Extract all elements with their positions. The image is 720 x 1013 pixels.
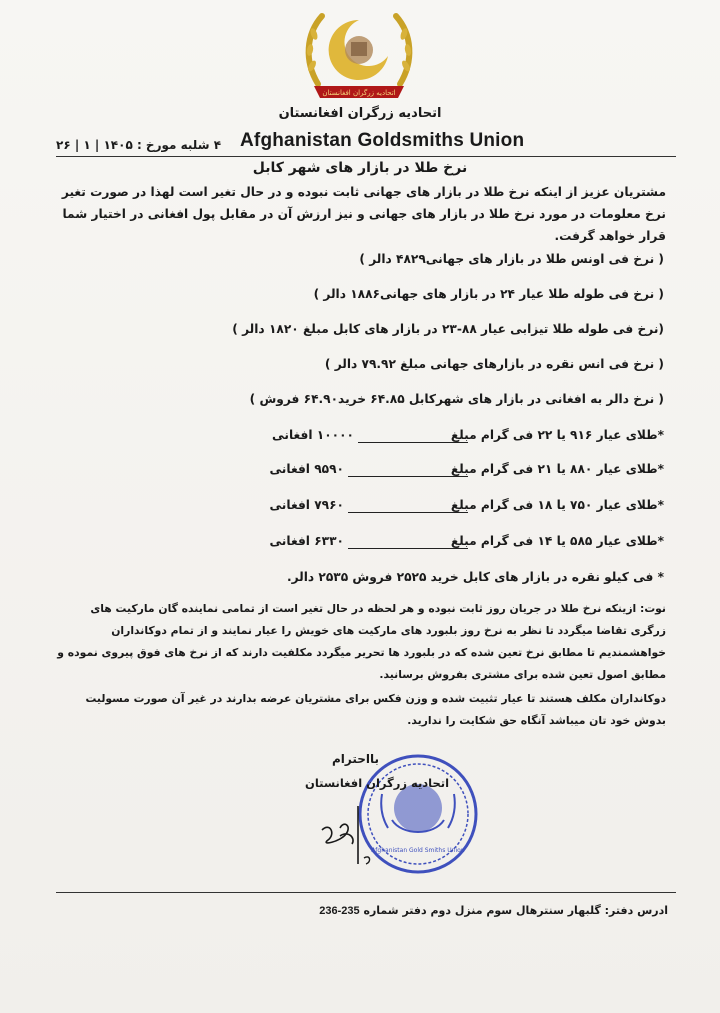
gold-price-row (244, 428, 664, 448)
gold-price-amount: ۷۹۶۰ افغانی (269, 498, 344, 512)
dash-line (348, 548, 468, 549)
rate-line-silver-ounce: ( نرخ فی انس نقره در بازارهای جهانی مبلغ ۷۹.۹۲ دالر ) (324, 357, 664, 371)
note-paragraph: نوت: ازینکه نرخ طلا در جریان روز ثابت نبوده و هر لحظه در حال تغیر است از تمامی نماینده گان مارکیت های زرگری تقاضا میگردد تا نظر به نرخ روز بلبورد های مارکیت های خویش را عیار نمایند و از تمام دوکانداران خواهشمندیم تا مطابق نرخ تعین شده که در بلبورد ها تحریر میگردد مکلفیت دارند که از نرخ های فوق پیروی نموده و مطابق اصول تعین شده برای مشتری بفروش برسانید. (57, 602, 666, 681)
union-logo-icon (300, 6, 418, 102)
gold-price-label: *طلای عیار ۸۸۰ یا ۲۱ فی گرام مبلغ (450, 462, 664, 476)
office-address-text: ادرس دفتر: گلبهار سنترهال سوم منزل دوم دفتر شماره (363, 904, 668, 917)
dash-line (348, 476, 468, 477)
org-name-fa: اتحادیه زرگران افغانستان (278, 106, 442, 121)
rate-line-tola-24: ( نرخ فی طوله طلا عیار ۲۴ در بازار های جهانی۱۸۸۶ دالر ) (313, 287, 664, 301)
silver-kilo-line: * فی کیلو نقره در بازار های کابل خرید ۲۵۲۵ فروش ۲۵۳۵ دالر. (286, 570, 664, 584)
gold-price-row (244, 534, 664, 554)
rate-line-ounce: ( نرخ فی اونس طلا در بازار های جهانی۴۸۲۹ دالر ) (359, 252, 664, 266)
gold-price-label: *طلای عیار ۹۱۶ یا ۲۲ فی گرام مبلغ (450, 428, 664, 442)
gold-price-row (244, 498, 664, 518)
gold-price-amount: ۱۰۰۰۰ افغانی (272, 428, 354, 442)
document-date: ۴ شلبه مورخ : ۱۴۰۵ | ۱ | ۲۶ (56, 138, 222, 152)
handwritten-signature-icon (300, 800, 410, 870)
header-divider (56, 156, 676, 157)
org-name-en: Afghanistan Goldsmiths Union (240, 130, 525, 151)
gold-price-label: *طلای عیار ۷۵۰ یا ۱۸ فی گرام مبلغ (450, 498, 664, 512)
gold-price-row (244, 462, 664, 482)
rate-line-tola-kabul: (نرخ فی طوله طلا تیزابی عیار ۸۸-۲۳ در بازار های کابل مبلغ ۱۸۲۰ دالر ) (232, 322, 664, 336)
rate-line-dollar-afghani: ( نرخ دالر به افغانی در بازار های شهرکابل ۶۴.۸۵ خرید۶۴.۹۰ فروش ) (249, 392, 664, 406)
seal-text: Afghanistan Gold Smiths Union (371, 847, 465, 854)
dash-line (358, 442, 468, 443)
signature-org: اتحادیه زرگران افغانستان (305, 776, 450, 790)
gold-price-amount: ۹۵۹۰ افغانی (269, 462, 344, 476)
gold-price-amount: ۶۳۳۰ افغانی (269, 534, 344, 548)
footer-divider (56, 892, 676, 893)
office-number: 235-236 (319, 905, 360, 917)
signature-greeting: بااحترام (332, 752, 380, 766)
office-address (319, 904, 668, 917)
gold-price-label: *طلای عیار ۵۸۵ یا ۱۴ فی گرام مبلغ (450, 534, 664, 548)
intro-paragraph: مشتریان عزیز از اینکه نرخ طلا در بازار های جهانی ثابت نبوده و در حال تغیر است لهذا در صورت تغیر نرخ معلومات در مورد نرخ طلا در بازار های جهانی و نیز ارزش آن در مقابل پول افغانی در اختیار شما قرار خواهد گرفت. (61, 185, 666, 243)
notice-paragraph: دوکانداران مکلف هستند تا عیار تثبیت شده و وزن فکس برای مشتریان عرضه بدارند در غیر آن صورت مسولیت بدوش خود تان میباشد آنگاه حق شکایت را ندارید. (85, 692, 666, 727)
document-title: نرخ طلا در بازار های شهر کابل (252, 160, 468, 176)
logo-banner-text: اتحادیه زرگران افغانستان (322, 89, 396, 97)
dash-line (348, 512, 468, 513)
